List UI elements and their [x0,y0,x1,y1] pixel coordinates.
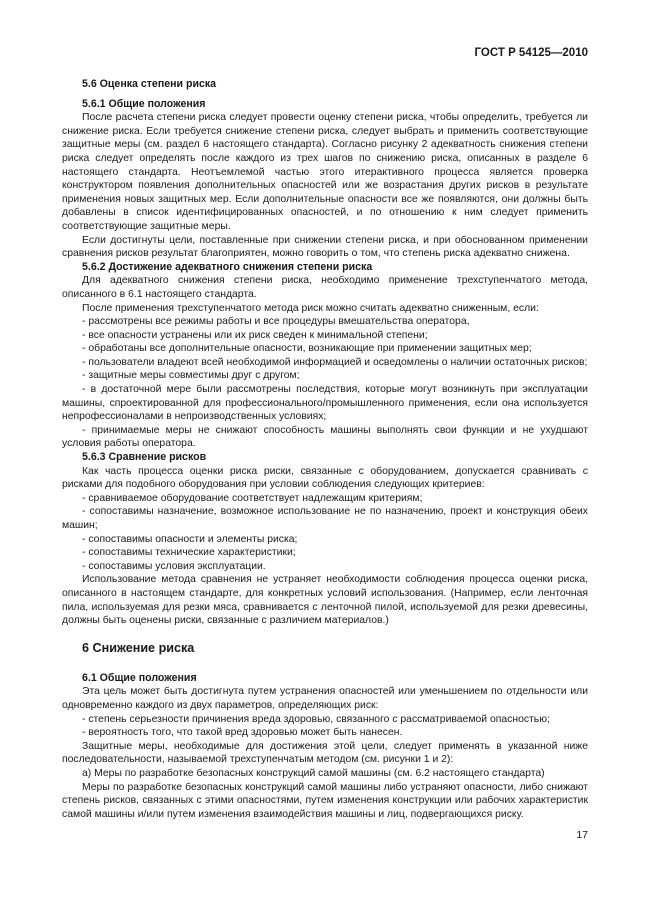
list-item: - степень серьезности причинения вреда здоровью, связанного с рассматриваемой опасностью; [82,713,550,725]
list-item: - пользователи владеют всей необходимой информацией и осведомлены о наличии остаточных рисков; [82,356,588,368]
page-number: 17 [576,829,588,841]
list-item: - сопоставимы опасности и элементы риска; [82,533,298,545]
paragraph: Использование метода сравнения не устраняет необходимости соблюдения процесса оценки риска, описанного в настоящем стандарте, для конкретных условий использования. (Например, если ленточная пила, используемая для резки мяса, сравнивается с ленточной пилой, используемой для резки древесины, должны быть оценены риски, связанные с различием материалов.) [62,574,588,627]
list-item: - принимаемые меры не снижают способность машины выполнять свои функции и не ухудшают условия работы оператора. [62,424,588,450]
list-item: - сопоставимы технические характеристики; [82,547,296,559]
list-item: - сопоставимы условия эксплуатации. [82,560,266,572]
list-item: - в достаточной мере были рассмотрены последствия, которые могут возникнуть при эксплуатации машины, спроектированной для профессионального/промышленного применения, если она используется непрофессионалами в непроизводственных условиях; [62,384,588,423]
subsection-5-6-1-title: 5.6.1 Общие положения [82,97,206,110]
subsection-6-1-title: 6.1 Общие положения [82,671,197,684]
paragraph: Эта цель может быть достигнута путем устранения опасностей или уменьшением по отдельности или одновременно каждого из двух параметров, определяющих риск: [62,686,588,711]
list-item: - все опасности устранены или их риск сведен к минимальной степени; [82,329,428,341]
paragraph: Защитные меры, необходимые для достижения этой цели, следует применять в указанной ниже последовательности, называемой трехступенчатым методом (см. рисунки 1 и 2): [62,740,588,766]
section-5-6-title: 5.6 Оценка степени риска [82,78,217,90]
list-item: - сравниваемое оборудование соответствует надлежащим критериям; [82,492,423,504]
list-item: - обработаны все дополнительные опасности, возникающие при применении защитных мер; [82,343,532,355]
list-item: - вероятность того, что такой вред здоровью может быть нанесен. [82,727,403,739]
paragraph: Если достигнуты цели, поставленные при снижении степени риска, и при обоснованном применении сравнения рисков результат благоприятен, можно говорить о том, что степень риска адекватно снижена. [62,234,588,260]
paragraph: а) Меры по разработке безопасных конструкций самой машины (см. 6.2 настоящего стандарта) [82,767,545,779]
document-id: ГОСТ Р 54125—2010 [474,47,588,59]
list-item: - сопоставимы назначение, возможное использование не по назначению, проект и конструкция обеих машин; [62,506,588,531]
paragraph: После применения трехступенчатого метода риск можно считать адекватно сниженным, если: [82,302,539,314]
paragraph: Для адекватного снижения степени риска, необходимо применение трехступенчатого метода, описанного в 6.1 настоящего стандарта. [62,275,588,300]
page-content [62,78,588,821]
list-item: - рассмотрены все режимы работы и все процедуры вмешательства оператора, [82,316,470,328]
paragraph: Меры по разработке безопасных конструкций самой машины либо устраняют опасности, либо снижают степень рисков, связанных с этими опасностями, путем изменения конструкции или рабочих характеристик самой машины и/или путем изменения взаимодействия машины и лиц, подвергающихся риску. [62,781,588,820]
subsection-5-6-2-title: 5.6.2 Достижение адекватного снижения степени риска [82,260,373,273]
section-6-title: 6 Снижение риска [82,640,195,655]
subsection-5-6-3-title: 5.6.3 Сравнение рисков [82,451,207,464]
paragraph: Как часть процесса оценки риска риски, связанные с оборудованием, допускается сравнивать с рисками для подобного оборудования при условии соблюдения следующих критериев: [62,465,588,491]
paragraph: После расчета степени риска следует провести оценку степени риска, чтобы определить, требуется ли снижение риска. Если требуется снижение степени риска, следует выбрать и применить соответствующие защитные меры (см. раздел 6 настоящего стандарта). Согласно рисунку 2 адекватность снижения степени риска следует определять после каждого из трех шагов по снижению риска, описанных в разделе 6 настоящего стандарта. Неотъемлемой частью этого итерактивного процесса является проверка конструктором появления дополнительных опасностей или же возрастания других рисков в результате применения новых защитных мер. Если дополнительные опасности все же появляются, они должны быть добавлены в список идентифицированных опасностей, и по отношению к ним следует применить соответствующие защитные меры. [62,112,588,232]
list-item: - защитные меры совместимы друг с другом; [82,370,300,382]
